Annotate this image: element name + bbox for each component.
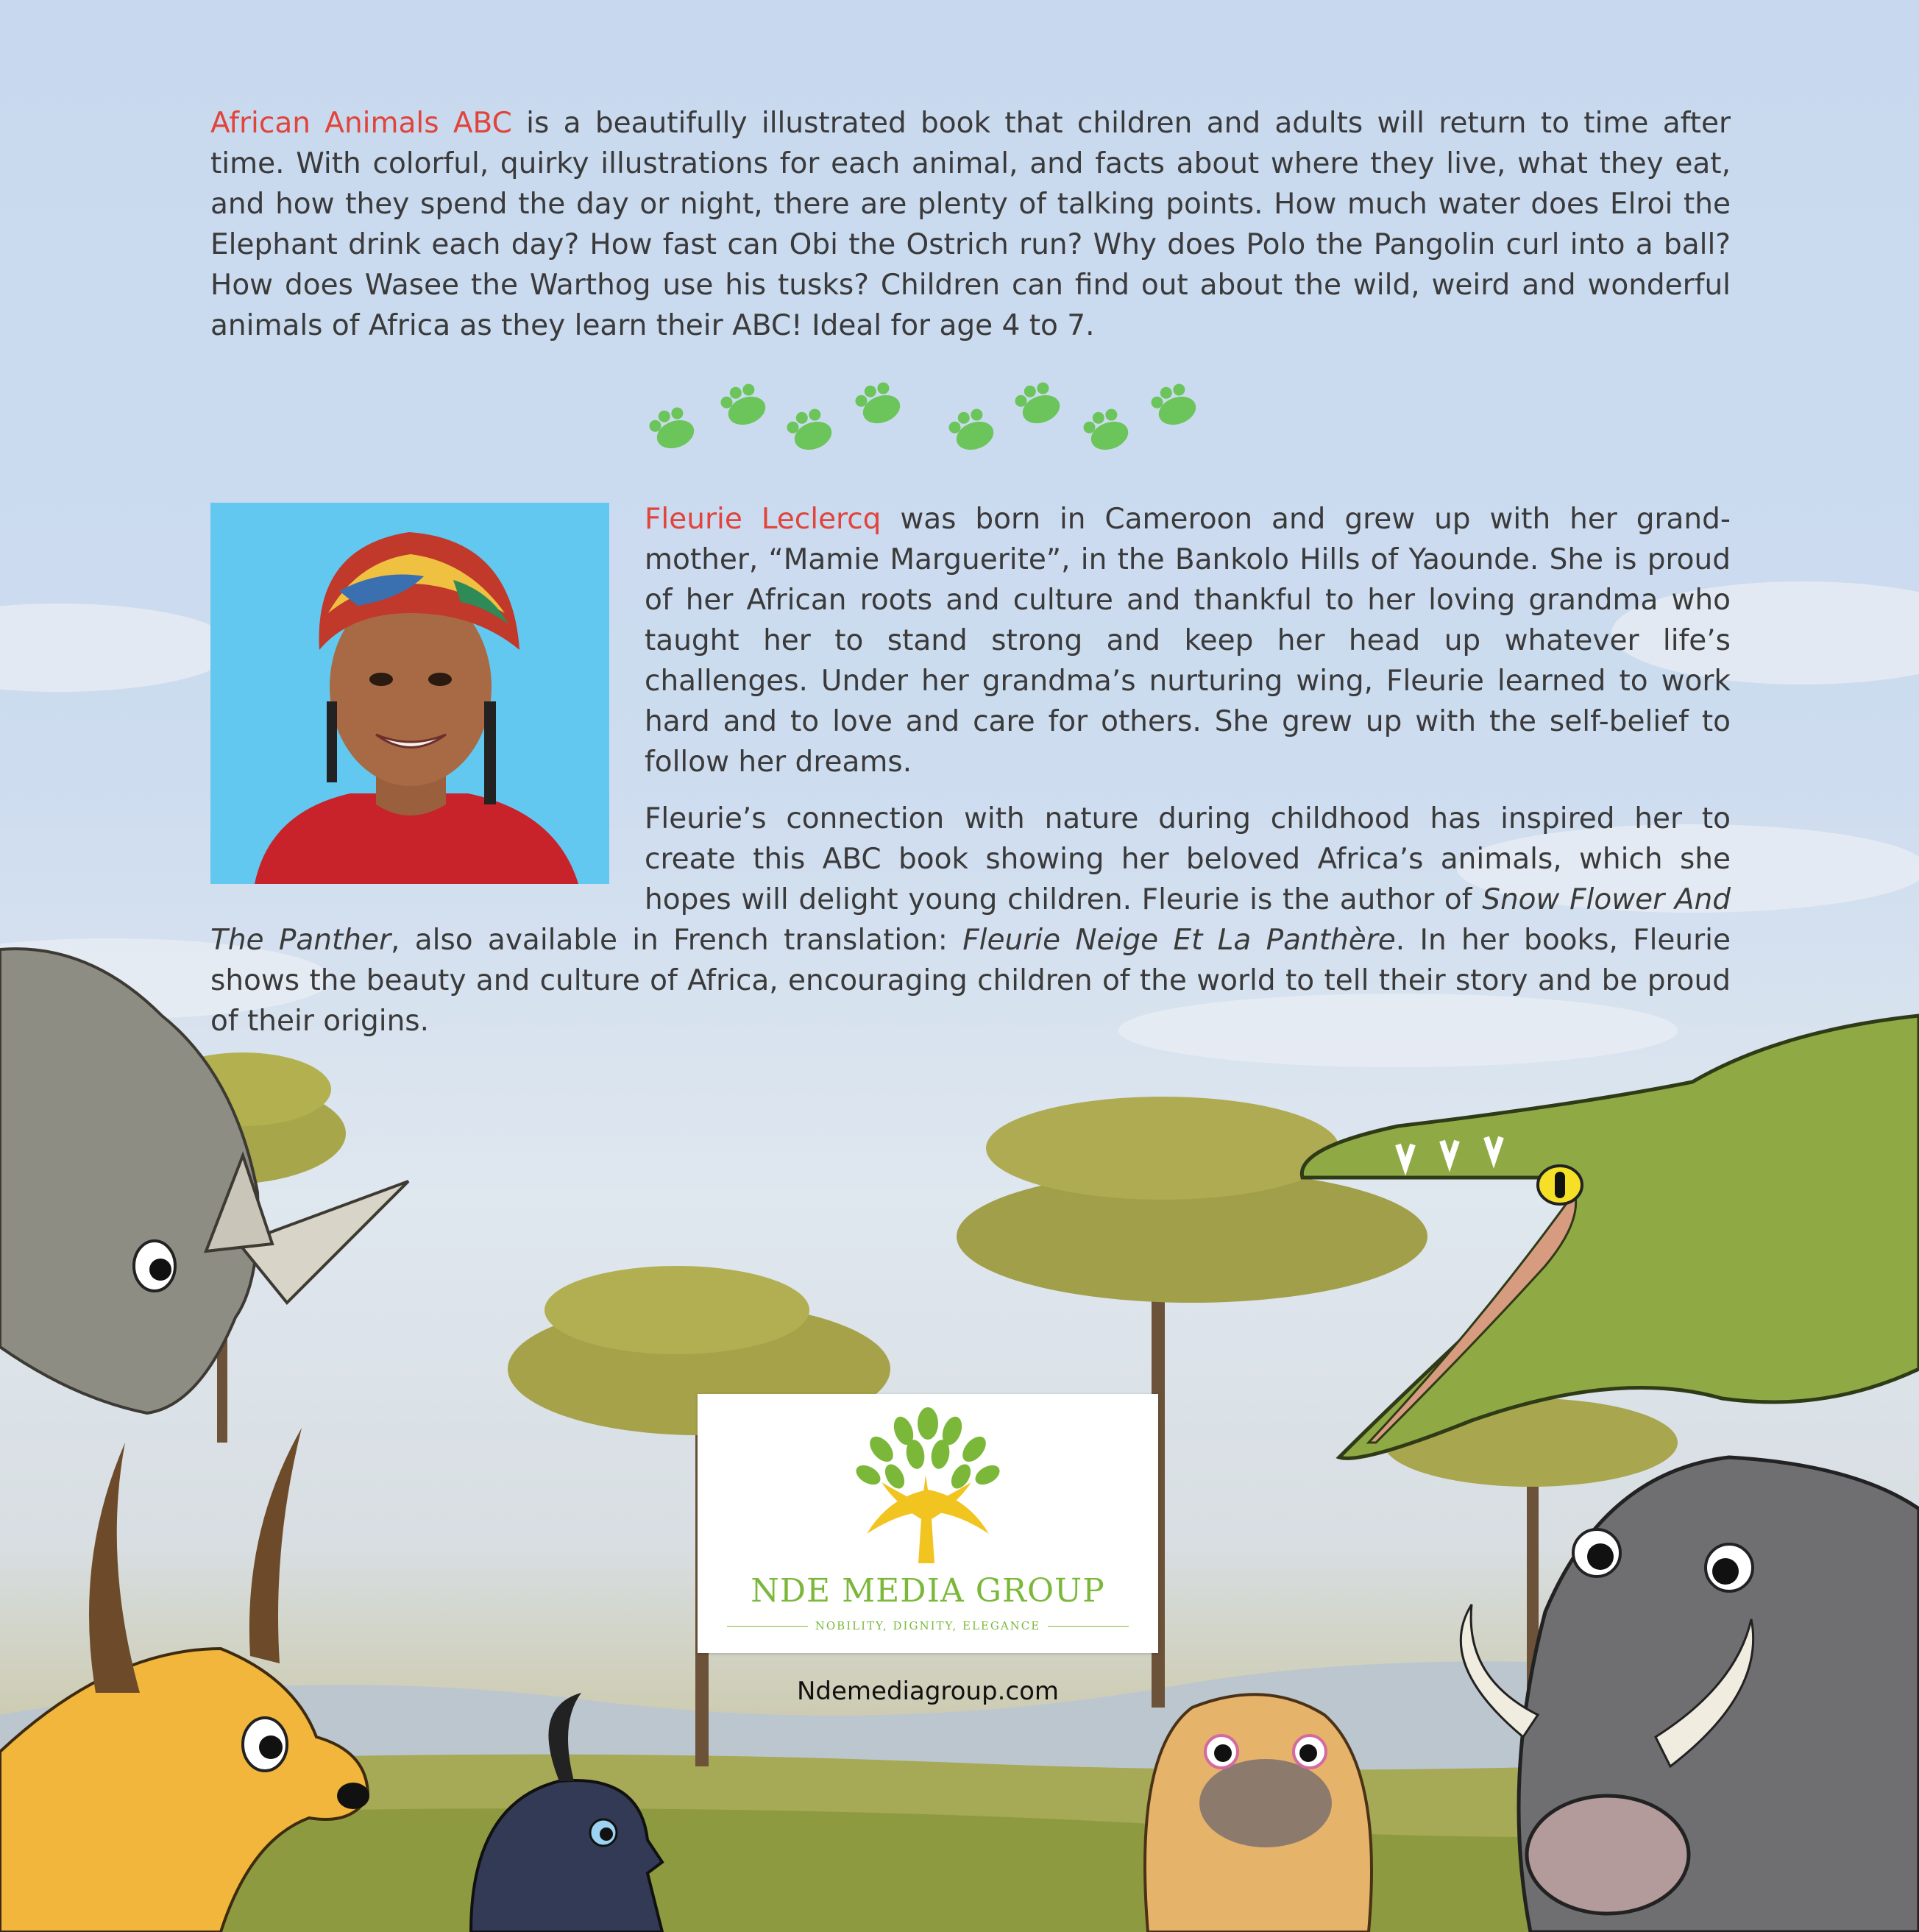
book-title: African Animals ABC: [210, 107, 512, 140]
footprint-icon: [645, 403, 698, 454]
footprint-icon: [717, 379, 769, 431]
footprint-icon: [783, 404, 835, 456]
book-description: [210, 103, 1731, 346]
footprints: [645, 378, 1199, 456]
book-title-fleurie-neige: Fleurie Neige Et La Panthère: [962, 924, 1396, 957]
author-bio-text-2a: Fleurie’s connection with nature during childhood has inspired her to create this ABC book showing her beloved Africa’s animals, which she hopes will delight young children. Fleurie is the author of: [645, 802, 1731, 916]
publisher-website[interactable]: Ndemediagroup.com: [796, 1677, 1059, 1706]
footprint-icon: [851, 378, 904, 429]
author-bio-text-1: was born in Cameroon and grew up with her grand-mother, “Mamie Marguerite”, in the Bankolo Hills of Yaounde. She is proud of her African roots and culture and thankful to her loving grandma who taught her to stand strong and keep her head up whatever life’s challenges. Under her grandma’s nurturing wing, Fleurie learned to work hard and to love and care for others. She grew up with the self-belief to follow her dreams.: [645, 503, 1731, 779]
author-bio: [210, 499, 1731, 1058]
book-title-snow-flower: Snow Flower And The Panther: [210, 883, 1731, 957]
publisher-tagline: NOBILITY, DIGNITY, ELEGANCE: [727, 1619, 1129, 1632]
footprint-icon: [945, 404, 997, 456]
book-description-text: is a beautifully illustrated book that children and adults will return to time after time. With colorful, quirky illustrations for each animal, and facts about where they live, what they eat, and how they spend the day or night, there are plenty of talking points. How much water does Elroi the Elephant drink each day? How fast can Obi the Ostrich run? Why does Polo the Pangolin curl into a ball? How does Wasee the Warthog use his tusks? Children can find out about the wild, weird and wonderful animals of Africa as they learn their ABC! Ideal for age 4 to 7.: [210, 107, 1731, 342]
footprint-icon: [1079, 404, 1132, 456]
tree-logo-icon: [698, 1394, 1158, 1571]
meerkat-illustration: [1145, 1694, 1372, 1932]
author-bio-text-2c: . In her books, Fleurie shows the beauty and culture of Africa, encouraging children of the world to tell their story and be proud of their origins.: [210, 924, 1731, 1038]
author-name: Fleurie Leclercq: [645, 503, 882, 536]
footprint-icon: [1147, 379, 1199, 431]
publisher-logo: [698, 1394, 1158, 1653]
publisher-name: NDE MEDIA GROUP: [751, 1572, 1105, 1610]
footprint-icon: [1011, 378, 1063, 429]
author-bio-text-2b: , also available in French translation:: [391, 924, 963, 957]
